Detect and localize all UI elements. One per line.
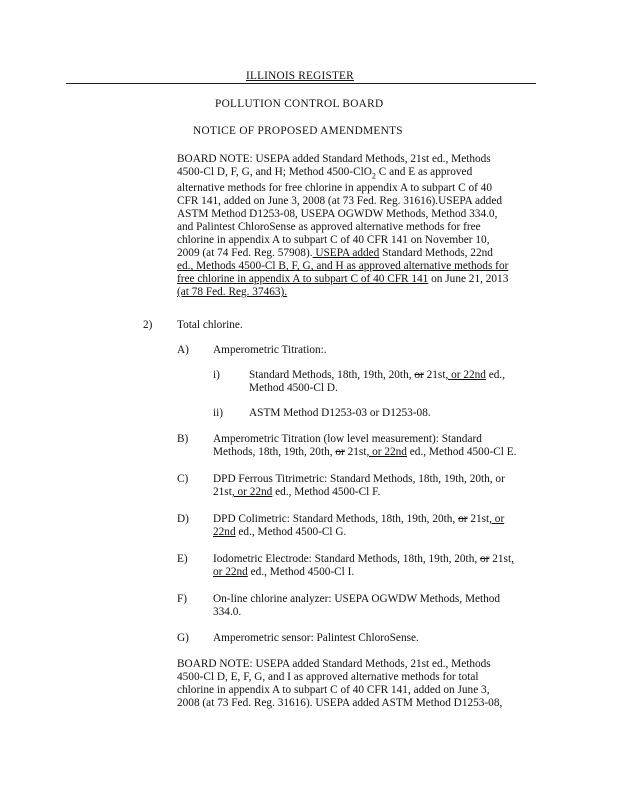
note-line: (at 78 Fed. Reg. 37463). [177,286,288,299]
note-line: 4500-Cl D, E, F, G, and I as approved alternative methods for total [177,671,479,683]
note-line: BOARD NOTE: USEPA added Standard Methods, 21st ed., Methods [177,153,491,165]
note-line: ed., Methods 4500-Cl B, F, G, and H as approved alternative methods for [177,260,509,273]
note-line: 2009 (at 74 Fed. Reg. 57908). USEPA added Standard Methods, 22nd [177,247,493,260]
note-line: and Palintest ChloroSense as approved alternative methods for free [177,221,481,234]
section-number: 2) [143,319,153,331]
item-text: DPD Colimetric: Standard Methods, 18th, 19th, 20th, or 21st, or 22nd ed., Method 4500-Cl G. [213,513,505,538]
item-letter: B) [177,433,189,445]
board-note-total-chlorine [177,658,547,710]
section-title: Total chlorine. [177,319,243,331]
subitem-number: i) [213,369,220,381]
note-line: free chlorine in appendix A to subpart C of 40 CFR 141 on June 21, 2013 [177,273,509,286]
item-letter: F) [177,593,188,605]
subitem-text: ASTM Method D1253-03 or D1253-08. [249,407,431,419]
subitem-text: Standard Methods, 18th, 19th, 20th, or 21st, or 22nd ed., Method 4500-Cl D. [249,369,506,394]
item-text: On-line chlorine analyzer: USEPA OGWDW Methods, Method 334.0. [213,593,501,618]
board-note-free-chlorine [177,153,547,299]
item-text: Amperometric sensor: Palintest ChloroSense. [213,632,419,644]
item-letter: C) [177,473,189,485]
item-letter: A) [177,344,189,356]
register-title: ILLINOIS REGISTER [246,70,354,82]
subitem-number: ii) [213,407,224,419]
item-text: Iodometric Electrode: Standard Methods, 18th, 19th, 20th, or 21st, or 22nd ed., Method 4500-Cl I. [213,553,514,578]
header-rule [66,83,536,84]
note-line: 4500-Cl D, F, G, and H; Method 4500-ClO$_2$ C and E as approved [177,166,473,181]
item-letter: D) [177,513,189,525]
note-line: BOARD NOTE: USEPA added Standard Methods, 21st ed., Methods [177,658,491,670]
notice-title: NOTICE OF PROPOSED AMENDMENTS [193,125,403,137]
item-letter: G) [177,632,189,644]
board-title: POLLUTION CONTROL BOARD [215,98,384,110]
item-text: Amperometric Titration (low level measurement): Standard Methods, 18th, 19th, 20th, or 21st, or 22nd ed., Method 4500-Cl E. [213,433,517,458]
item-title: Amperometric Titration:. [213,344,327,356]
note-line: chlorine in appendix A to subpart C of 40 CFR 141 on November 10, [177,234,490,247]
item-text: DPD Ferrous Titrimetric: Standard Methods, 18th, 19th, 20th, or 21st, or 22nd ed., Method 4500-Cl F. [213,473,505,498]
note-line: 2008 (at 73 Fed. Reg. 31616). USEPA added ASTM Method D1253-08, [177,697,503,709]
item-letter: E) [177,553,188,565]
note-line: CFR 141, added on June 3, 2008 (at 73 Fed. Reg. 31616).USEPA added [177,195,502,208]
note-line: ASTM Method D1253-08, USEPA OGWDW Methods, Method 334.0, [177,208,498,221]
note-line: chlorine in appendix A to subpart C of 40 CFR 141, added on June 3, [177,684,490,696]
note-line: alternative methods for free chlorine in appendix A to subpart C of 40 [177,182,492,195]
